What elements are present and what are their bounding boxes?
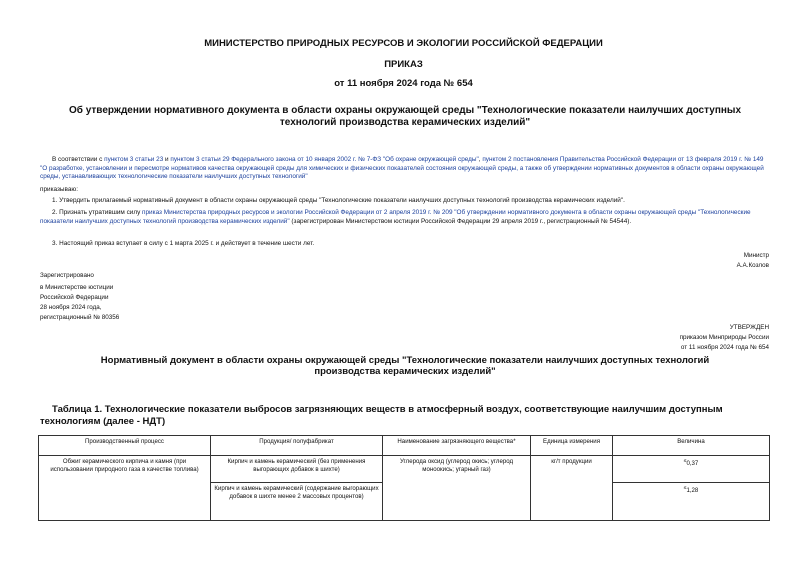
order-item-1: 1. Утвердить прилагаемый нормативный документ в области охраны окружающей среды "Технологические показатели наилучших доступных технологий производства керамических изделий". [52,197,625,204]
table-header-row [39,436,770,456]
doc-date-number: от 11 ноября 2024 года № 654 [334,78,473,89]
cell-value [613,483,770,521]
item2-suffix: (зарегистрирован Министерством юстиции Российской Федерации 29 апреля 2019 г., регистрационный № 54544). [289,217,632,225]
cell-product: Кирпич и камень керамический (содержание выгорающих добавок в шихте менее 2 массовых процентов) [211,483,383,521]
registration-line-3: Российской Федерации [40,294,109,301]
law-link-art23[interactable]: пунктом 3 статьи 23 [104,156,164,163]
cell-value [613,456,770,483]
law-link-art29[interactable]: пунктом 3 статьи 29 Федерального закона от 10 января 2002 г. № 7-ФЗ "Об охране окружающей среды" [170,156,479,163]
preamble-text-1: В соответствии с [52,156,105,163]
item2-prefix: 2. Признать утратившим силу [52,209,143,216]
value-number: 1,28 [686,487,699,495]
header-pollutant [383,436,531,456]
table1-title: Таблица 1. Технологические показатели выбросов загрязняющих веществ в атмосферный воздух, соответствующие наилучшим доступным технологиям (далее - НДТ) [40,404,723,427]
approval-line-2: приказом Минприроды России [679,334,769,341]
preamble-text-2: и [163,156,171,163]
approval-line-1: УТВЕРЖДЕН [729,324,769,331]
value-number: 0,37 [686,460,699,468]
repealed-order-link[interactable]: приказ Министерства природных ресурсов и экологии Российской Федерации от 2 апреля 2019 г. № 209 "Об утверждении нормативного документа в области охраны окружающей среды "Технологические показатели наилучших доступных технологий производства керамических изделий" [40,209,751,225]
cell-process: Обжиг керамического кирпича и камня (при использовании природного газа в качестве топлива) [39,456,211,521]
header-pollutant-mark: * [513,438,516,445]
order-title: Об утверждении нормативного документа в области охраны окружающей среды "Технологические показатели наилучших доступных технологий производства керамических изделий" [68,105,742,128]
registration-line-2: в Министерстве юстиции [40,284,114,291]
table-row [39,456,770,483]
registration-line-4: 28 ноября 2024 года, [40,304,102,311]
signature-role: Министр [743,252,769,259]
value-mark: ≤ [683,485,687,491]
annex-title: Нормативный документ в области охраны окружающей среды "Технологические показатели наилучших доступных технологий производства керамических изделий" [100,355,710,377]
registration-block [40,271,119,322]
cell-product: Кирпич и камень керамический (без применения выгорающих добавок в шихте) [211,456,383,483]
order-item-3: 3. Настоящий приказ вступает в силу с 1 марта 2025 г. и действует в течение шести лет. [52,240,315,247]
header-product: Продукция/ полуфабрикат [211,436,383,456]
ministry-heading: МИНИСТЕРСТВО ПРИРОДНЫХ РЕСУРСОВ И ЭКОЛОГИИ РОССИЙСКОЙ ФЕДЕРАЦИИ [204,38,603,49]
order-item-2 [40,209,768,226]
preamble-paragraph [40,156,768,182]
registration-line-5: регистрационный № 80356 [40,314,120,321]
header-value: Величина [613,436,770,456]
preamble-text-3: , [478,156,483,163]
approval-line-3: от 11 ноября 2024 года № 654 [680,344,769,351]
header-pollutant-text: Наименование загрязняющего вещества [397,438,514,445]
signature-name: А.А.Козлов [736,262,769,269]
cell-unit: кг/т продукции [531,456,613,521]
header-process: Производственный процесс [39,436,211,456]
header-unit: Единица измерения [531,436,613,456]
doc-type: ПРИКАЗ [384,59,423,70]
registration-line-1: Зарегистрировано [40,272,94,279]
value-mark: ≤ [683,458,687,464]
emissions-table [38,435,770,521]
order-word: приказываю: [40,186,78,193]
approval-block [680,323,769,352]
cell-pollutant: Углерода оксид (углерод окись; углерод моноокись; угарный газ) [383,456,531,521]
government-decree-link[interactable]: пунктом 2 постановления Правительства Российской Федерации от 13 февраля 2019 г. № 149 "О разработке, установлении и пересмотре нормативов качества окружающей среды для химических и физических показателей состояния окружающей среды, а также об утверждении нормативных документов в области охраны окружающей среды, устанавливающих технологические показатели наилучших доступных технологий" [40,156,764,181]
